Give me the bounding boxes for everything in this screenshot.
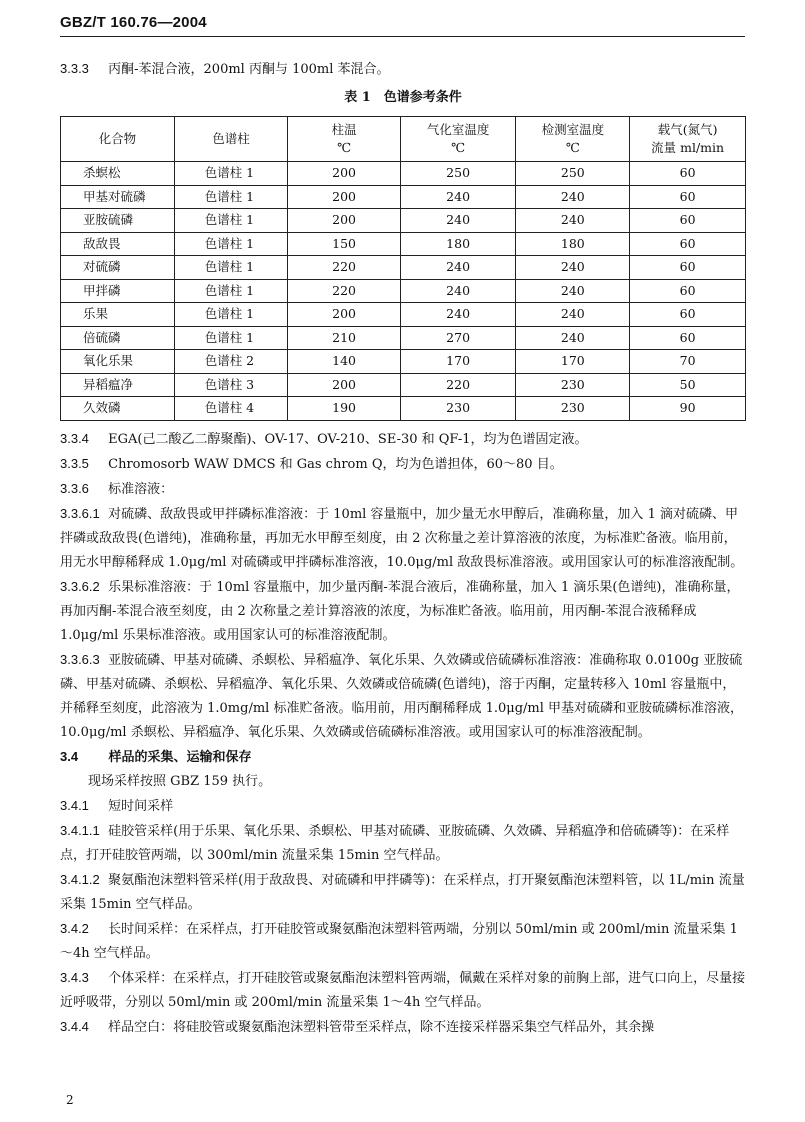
cell-column: 色谱柱 4 — [174, 397, 288, 421]
paragraph-text: Chromosorb WAW DMCS 和 Gas chrom Q，均为色谱担体，60～80 目。 — [108, 456, 563, 472]
cell-vaporizer-temp: 240 — [400, 256, 516, 280]
table-row — [61, 209, 746, 233]
cell-column: 色谱柱 3 — [174, 373, 288, 397]
section-number: 3.3.6.1 — [60, 505, 100, 521]
cell-vaporizer-temp: 220 — [400, 373, 516, 397]
paragraph-3-4-3 — [60, 966, 746, 1015]
chromatography-conditions-table — [60, 116, 746, 421]
paragraph-3-3-6-3 — [60, 648, 746, 745]
cell-column: 色谱柱 1 — [174, 256, 288, 280]
header-compound: 化合物 — [61, 117, 175, 162]
header-column: 色谱柱 — [174, 117, 288, 162]
paragraph-3-3-4 — [60, 427, 746, 452]
cell-vaporizer-temp: 230 — [400, 397, 516, 421]
section-number: 3.4.1.1 — [60, 822, 100, 838]
paragraph-3-3-3 — [60, 57, 746, 82]
cell-vaporizer-temp: 180 — [400, 232, 516, 256]
cell-vaporizer-temp: 170 — [400, 350, 516, 374]
cell-flow: 60 — [630, 162, 746, 186]
cell-column-temp: 200 — [288, 162, 400, 186]
cell-compound: 甲基对硫磷 — [61, 185, 175, 209]
paragraph-3-3-6 — [60, 477, 746, 502]
section-number: 3.4.4 — [60, 1018, 89, 1034]
cell-flow: 60 — [630, 185, 746, 209]
standard-code-header: GBZ/T 160.76—2004 — [60, 14, 207, 31]
cell-compound: 亚胺硫磷 — [61, 209, 175, 233]
section-heading-3-4 — [60, 745, 746, 770]
cell-compound: 敌敌畏 — [61, 232, 175, 256]
table-row — [61, 185, 746, 209]
cell-compound: 异稻瘟净 — [61, 373, 175, 397]
section-number: 3.3.4 — [60, 430, 89, 446]
header-column-temp: 柱温 ℃ — [288, 117, 400, 162]
paragraph-text: 聚氨酯泡沫塑料管采样(用于敌敌畏、对硫磷和甲拌磷等)：在采样点，打开聚氨酯泡沫塑料管，以 1L/min 流量采集 15min 空气样品。 — [60, 872, 745, 912]
cell-flow: 60 — [630, 326, 746, 350]
cell-vaporizer-temp: 270 — [400, 326, 516, 350]
paragraph-3-4-body: 现场采样按照 GBZ 159 执行。 — [88, 773, 272, 789]
table-row — [61, 279, 746, 303]
cell-column: 色谱柱 1 — [174, 326, 288, 350]
cell-compound: 杀螟松 — [61, 162, 175, 186]
cell-vaporizer-temp: 240 — [400, 209, 516, 233]
paragraph-text: 长时间采样：在采样点，打开硅胶管或聚氨酯泡沫塑料管两端，分别以 50ml/min 或 200ml/min 流量采集 1～4h 空气样品。 — [60, 921, 738, 961]
page-number: 2 — [66, 1093, 74, 1107]
cell-compound: 对硫磷 — [61, 256, 175, 280]
table-row — [61, 326, 746, 350]
table-wrapper — [60, 116, 746, 421]
cell-flow: 60 — [630, 279, 746, 303]
paragraph-3-4-1-2 — [60, 868, 746, 917]
cell-column-temp: 140 — [288, 350, 400, 374]
section-number: 3.3.6.3 — [60, 651, 100, 667]
paragraph-3-3-6-2 — [60, 575, 746, 648]
table-row — [61, 256, 746, 280]
table-row — [61, 397, 746, 421]
cell-column-temp: 190 — [288, 397, 400, 421]
paragraph-text: 样品空白：将硅胶管或聚氨酯泡沫塑料管带至采样点，除不连接采样器采集空气样品外，其余操 — [108, 1019, 655, 1035]
paragraph-3-4-1-1 — [60, 819, 746, 868]
cell-compound: 乐果 — [61, 303, 175, 327]
header-carrier-gas-flow: 载气(氮气) 流量 ml/min — [630, 117, 746, 162]
cell-column: 色谱柱 1 — [174, 209, 288, 233]
cell-detector-temp: 240 — [516, 279, 630, 303]
cell-column: 色谱柱 1 — [174, 232, 288, 256]
header-detector-temp: 检测室温度 ℃ — [516, 117, 630, 162]
paragraph-text: 硅胶管采样(用于乐果、氧化乐果、杀螟松、甲基对硫磷、亚胺硫磷、久效磷、异稻瘟净和倍硫磷等)：在采样点，打开硅胶管两端，以 300ml/min 流量采集 15min 空气样品。 — [60, 823, 730, 863]
cell-flow: 50 — [630, 373, 746, 397]
cell-column: 色谱柱 1 — [174, 162, 288, 186]
cell-vaporizer-temp: 240 — [400, 185, 516, 209]
cell-column: 色谱柱 1 — [174, 303, 288, 327]
cell-vaporizer-temp: 250 — [400, 162, 516, 186]
section-number: 3.4.2 — [60, 920, 89, 936]
cell-column-temp: 200 — [288, 185, 400, 209]
cell-column: 色谱柱 2 — [174, 350, 288, 374]
cell-detector-temp: 230 — [516, 397, 630, 421]
cell-compound: 甲拌磷 — [61, 279, 175, 303]
paragraph-3-4-4 — [60, 1015, 746, 1040]
paragraph-3-4-1 — [60, 794, 746, 819]
cell-flow: 60 — [630, 232, 746, 256]
table-row — [61, 162, 746, 186]
cell-column-temp: 200 — [288, 373, 400, 397]
paragraph-3-3-5 — [60, 452, 746, 477]
paragraph-text: 对硫磷、敌敌畏或甲拌磷标准溶液：于 10ml 容量瓶中，加少量无水甲醇后，准确称量，加入 1 滴对硫磷、甲拌磷或敌敌畏(色谱纯)，准确称量，再加无水甲醇至刻度，由 2 次称量之差计算溶液的浓度，为标准贮备液。临用前，用无水甲醇稀释成 1.0μg/ml 对硫磷或甲拌磷标准溶液，10.0μg/ml 敌敌畏标准溶液。或用国家认可的标准溶液配制。 — [60, 506, 744, 570]
cell-flow: 90 — [630, 397, 746, 421]
paragraph-text: 短时间采样 — [108, 798, 174, 814]
paragraph-text: 个体采样：在采样点，打开硅胶管或聚氨酯泡沫塑料管两端，佩戴在采样对象的前胸上部，进气口向上，尽量接近呼吸带，分别以 50ml/min 或 200ml/min 流量采集 1～4h 空气样品。 — [60, 970, 746, 1010]
cell-detector-temp: 240 — [516, 303, 630, 327]
cell-flow: 60 — [630, 256, 746, 280]
paragraph-text: EGA(己二酸乙二醇聚酯)、OV-17、OV-210、SE-30 和 QF-1，均为色谱固定液。 — [108, 431, 588, 447]
section-number: 3.4.1 — [60, 797, 89, 813]
header-rule — [60, 36, 745, 37]
header-vaporizer-temp: 气化室温度 ℃ — [400, 117, 516, 162]
table-row — [61, 373, 746, 397]
cell-column: 色谱柱 1 — [174, 279, 288, 303]
section-number: 3.3.6 — [60, 480, 89, 496]
table-row — [61, 232, 746, 256]
cell-detector-temp: 240 — [516, 326, 630, 350]
cell-column-temp: 200 — [288, 209, 400, 233]
cell-column-temp: 210 — [288, 326, 400, 350]
section-number: 3.4 — [60, 748, 79, 764]
cell-vaporizer-temp: 240 — [400, 279, 516, 303]
section-number: 3.3.3 — [60, 61, 89, 76]
cell-compound: 氧化乐果 — [61, 350, 175, 374]
paragraph-text: 丙酮-苯混合液，200ml 丙酮与 100ml 苯混合。 — [108, 62, 390, 77]
cell-detector-temp: 250 — [516, 162, 630, 186]
cell-detector-temp: 240 — [516, 185, 630, 209]
table-title: 表 1 色谱参考条件 — [344, 90, 462, 105]
cell-detector-temp: 240 — [516, 256, 630, 280]
cell-detector-temp: 230 — [516, 373, 630, 397]
paragraph-3-3-6-1 — [60, 502, 746, 575]
cell-vaporizer-temp: 240 — [400, 303, 516, 327]
section-number: 3.4.3 — [60, 969, 89, 985]
paragraph-text: 乐果标准溶液：于 10ml 容量瓶中，加少量丙酮-苯混合液后，准确称量，加入 1 滴乐果(色谱纯)，准确称量，再加丙酮-苯混合液至刻度，由 2 次称量之差计算溶液的浓度，为标准贮备液。临用前，用丙酮-苯混合液稀释成 1.0μg/ml 乐果标准溶液。或用国家认可的标准溶液配制。 — [60, 579, 740, 643]
cell-column-temp: 200 — [288, 303, 400, 327]
section-number: 3.3.5 — [60, 455, 89, 471]
table-header-row — [61, 117, 746, 162]
cell-detector-temp: 170 — [516, 350, 630, 374]
cell-compound: 倍硫磷 — [61, 326, 175, 350]
paragraph-text: 亚胺硫磷、甲基对硫磷、杀螟松、异稻瘟净、氧化乐果、久效磷或倍硫磷标准溶液：准确称取 0.0100g 亚胺硫磷、甲基对硫磷、杀螟松、异稻瘟净、氧化乐果、久效磷或倍硫磷(色谱纯)，溶于丙酮，定量转移入 10ml 容量瓶中，并稀释至刻度，此溶液为 1.0mg/ml 标准贮备液。临用前，用丙酮稀释成 1.0μg/ml 甲基对硫磷和亚胺硫磷标准溶液，10.0μg/ml 杀螟松、异稻瘟净、氧化乐果、久效磷或倍硫磷标准溶液。或用国家认可的标准溶液配制。 — [60, 652, 744, 740]
cell-flow: 60 — [630, 209, 746, 233]
cell-detector-temp: 240 — [516, 209, 630, 233]
table-row — [61, 303, 746, 327]
section-number: 3.4.1.2 — [60, 871, 100, 887]
paragraph-3-4-2 — [60, 917, 746, 966]
cell-column: 色谱柱 1 — [174, 185, 288, 209]
cell-flow: 70 — [630, 350, 746, 374]
cell-flow: 60 — [630, 303, 746, 327]
table-row — [61, 350, 746, 374]
cell-detector-temp: 180 — [516, 232, 630, 256]
paragraph-text: 标准溶液： — [108, 481, 174, 497]
cell-column-temp: 220 — [288, 256, 400, 280]
cell-column-temp: 150 — [288, 232, 400, 256]
cell-column-temp: 220 — [288, 279, 400, 303]
page-content — [60, 57, 746, 1040]
section-heading-text: 样品的采集、运输和保存 — [108, 749, 252, 765]
cell-compound: 久效磷 — [61, 397, 175, 421]
section-number: 3.3.6.2 — [60, 578, 100, 594]
